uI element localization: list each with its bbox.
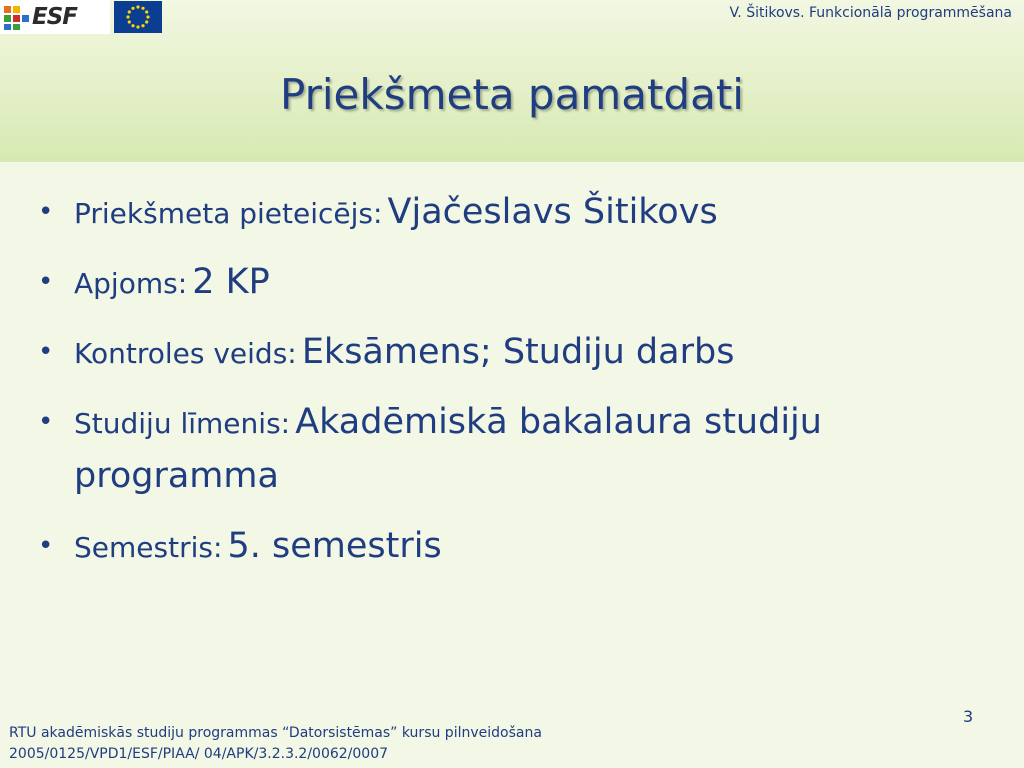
page-number: 3 <box>963 707 974 726</box>
bullet-item-volume <box>38 258 988 312</box>
esf-logo <box>0 0 110 34</box>
bullet-value: Eksāmens; Studiju darbs <box>301 332 735 372</box>
bullet-item-applicant <box>38 188 988 242</box>
bullet-icon: • <box>38 337 54 367</box>
bullet-label: Priekšmeta pieteicējs: <box>74 197 383 230</box>
footer-line-2: 2005/0125/VPD1/ESF/PIAA/ 04/APK/3.2.3.2/0062/0007 <box>9 746 389 762</box>
bullet-icon: • <box>38 407 54 437</box>
logos <box>0 0 162 34</box>
esf-squares-icon <box>4 6 30 30</box>
bullet-item-semester <box>38 522 988 576</box>
bullet-label: Kontroles veids: <box>74 337 297 370</box>
esf-logo-text: ESF <box>32 4 77 30</box>
bullet-value: 5. semestris <box>227 526 442 566</box>
bullet-value: Akadēmiskā bakalaura studiju programma <box>74 402 822 496</box>
footer-line-1: RTU akadēmiskās studiju programmas “Datorsistēmas” kursu pilnveidošana <box>9 725 542 741</box>
bullet-item-control-type <box>38 328 988 382</box>
bullet-label: Apjoms: <box>74 267 188 300</box>
bullet-value: Vjačeslavs Šitikovs <box>387 192 718 232</box>
header-author-course: V. Šitikovs. Funkcionālā programmēšana <box>729 5 1012 21</box>
bullet-icon: • <box>38 531 54 561</box>
bullet-list <box>38 188 988 592</box>
bullet-label: Studiju līmenis: <box>74 407 291 440</box>
bullet-label: Semestris: <box>74 531 223 564</box>
footer <box>9 723 542 765</box>
bullet-value: 2 KP <box>192 262 270 302</box>
bullet-item-study-level <box>38 398 988 506</box>
bullet-icon: • <box>38 267 54 297</box>
slide-title: Priekšmeta pamatdati <box>280 70 744 119</box>
eu-flag-icon <box>114 1 162 33</box>
bullet-icon: • <box>38 197 54 227</box>
